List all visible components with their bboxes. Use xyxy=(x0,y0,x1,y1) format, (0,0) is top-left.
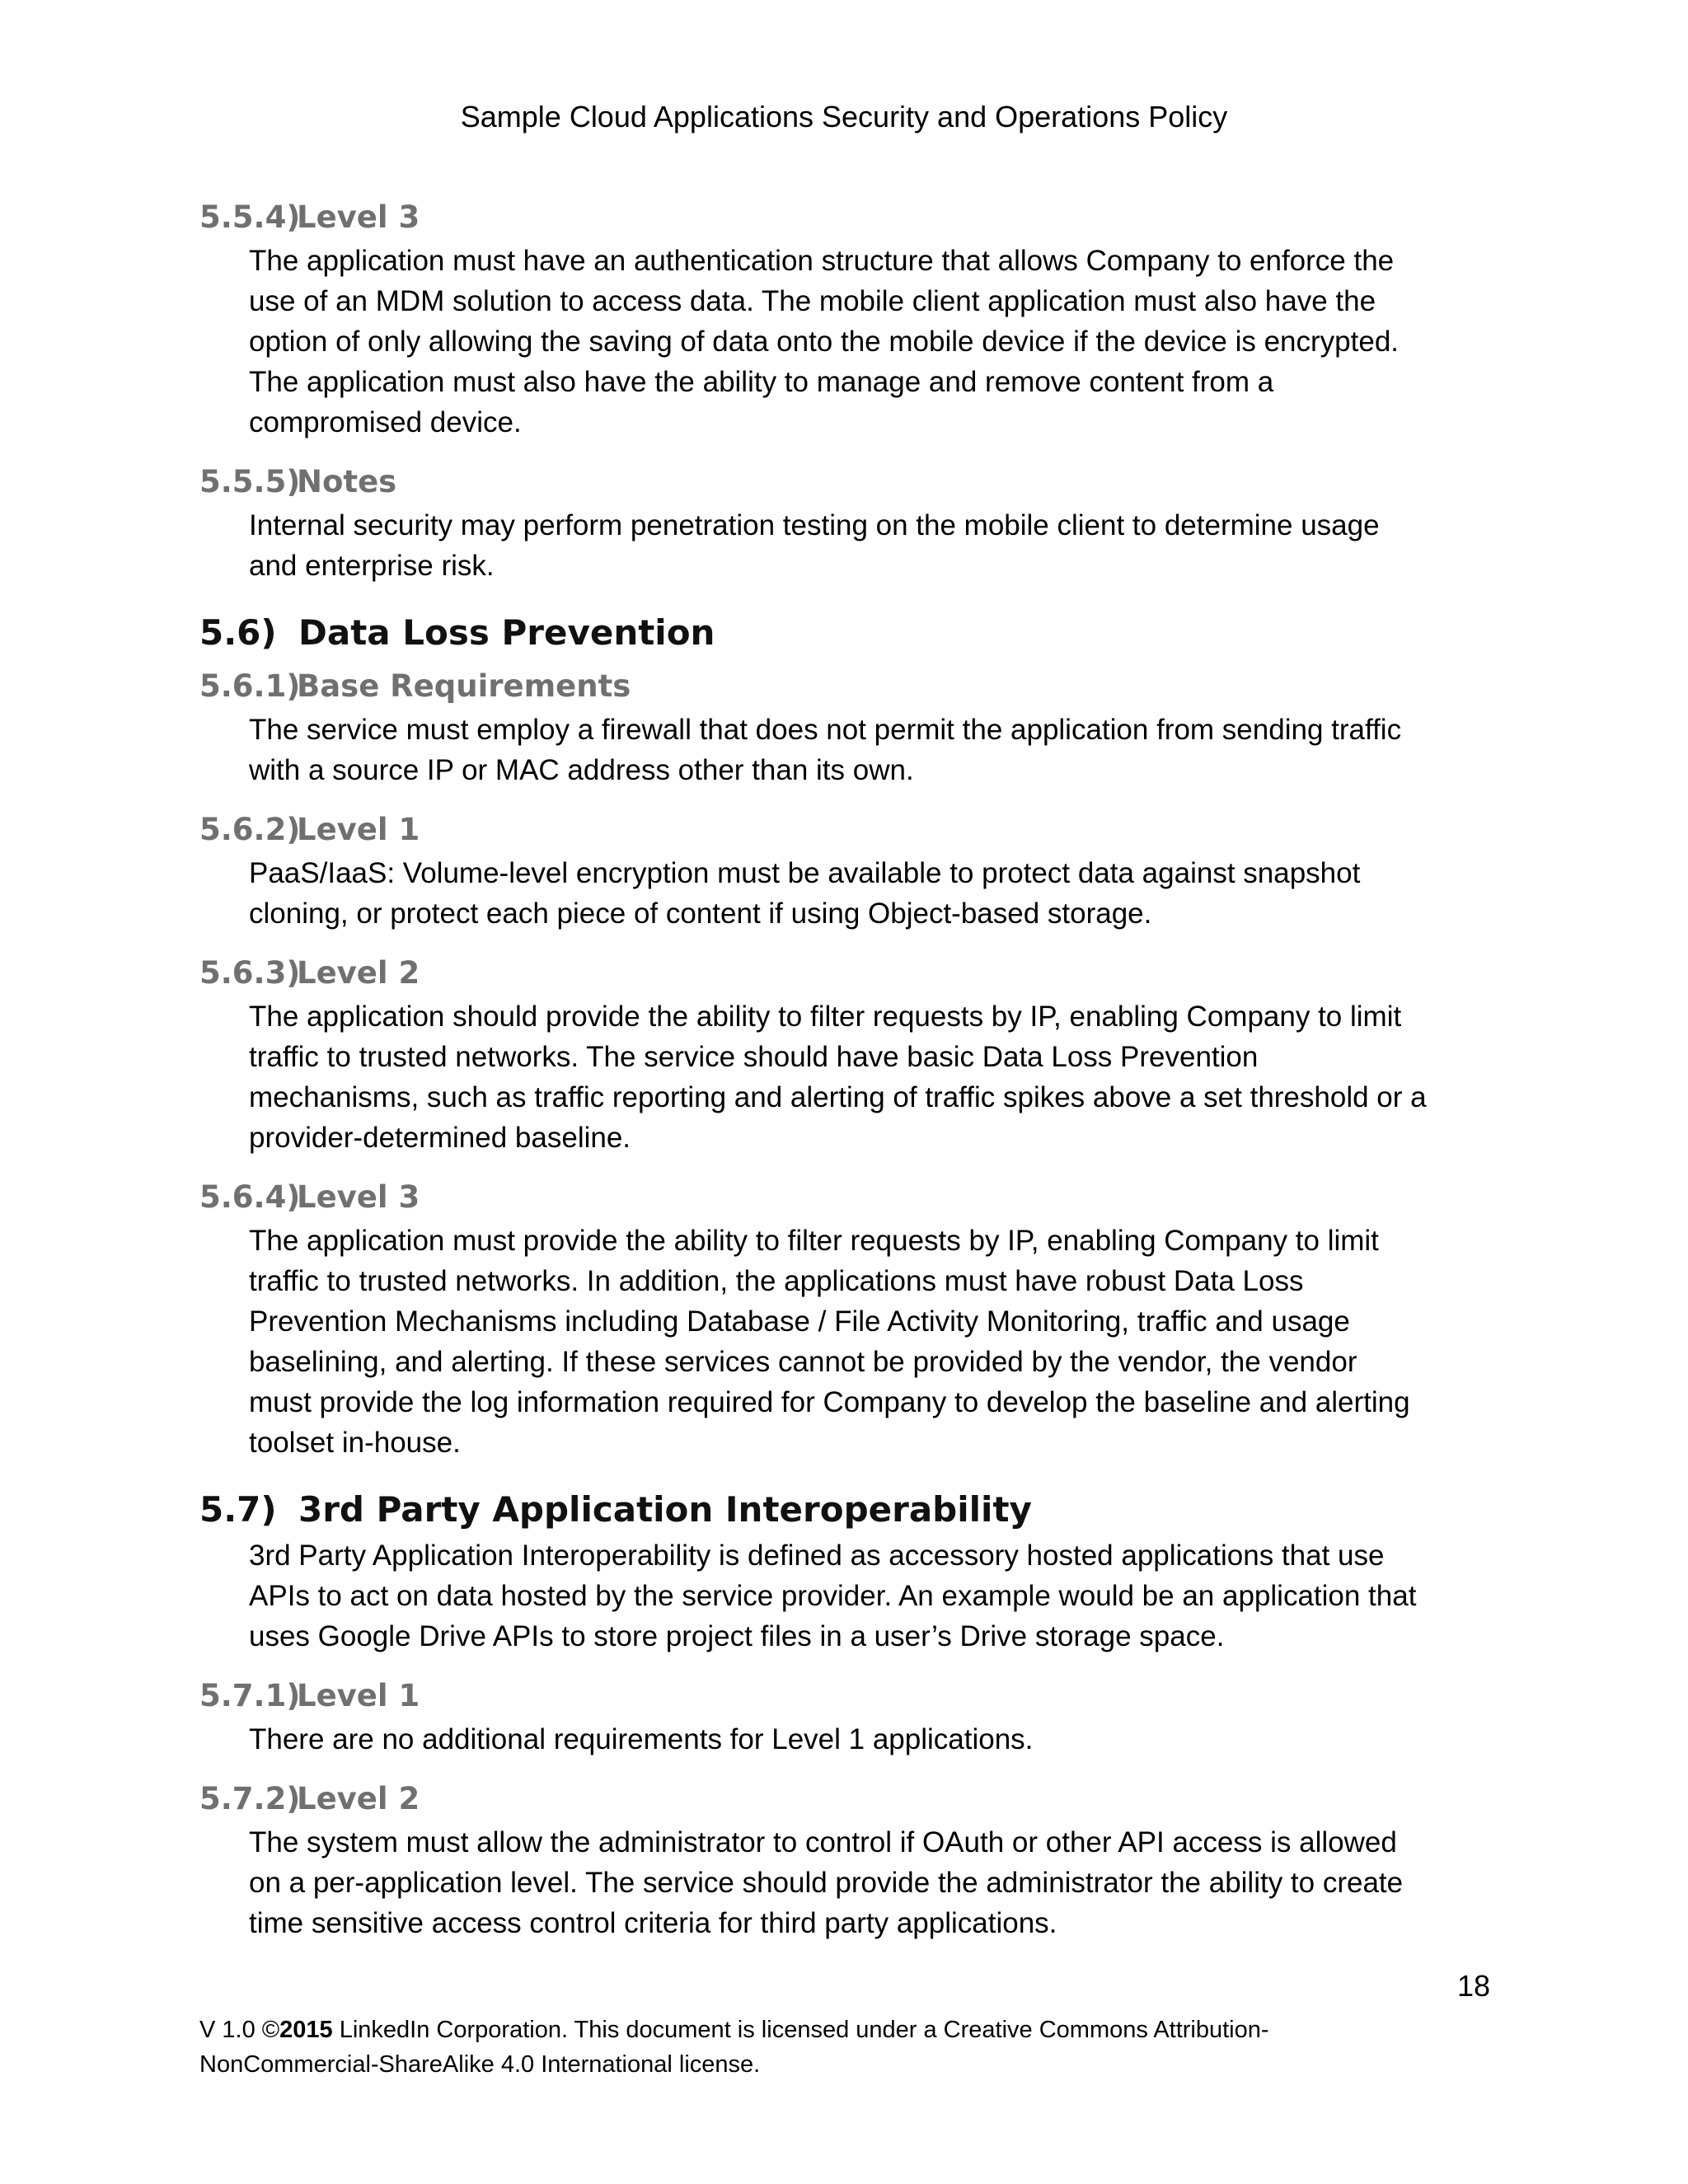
heading-number: 5.6.1) xyxy=(199,668,301,704)
paragraph: The service must employ a firewall that does not permit the application from sending traffic with a source IP or MAC address other than its own. xyxy=(249,714,1402,786)
section-5-6 xyxy=(199,607,1502,658)
section-5-7 xyxy=(199,1484,1502,1657)
heading-title: Level 3 xyxy=(297,1179,420,1215)
footer-year: 2015 xyxy=(279,2017,333,2043)
footer-line-2: NonCommercial-ShareAlike 4.0 International license. xyxy=(199,2051,761,2078)
subsection-heading xyxy=(199,194,1502,241)
heading-number: 5.6.3) xyxy=(199,955,301,991)
heading-number: 5.7.2) xyxy=(199,1781,301,1816)
section-5-6-1 xyxy=(199,663,1502,790)
section-5-7-2 xyxy=(199,1776,1502,1943)
document-body xyxy=(199,194,1502,1943)
subsection-heading xyxy=(199,950,1502,996)
heading-title: Notes xyxy=(297,464,397,499)
subsection-heading xyxy=(199,1673,1502,1719)
paragraph: The application must have an authentication structure that allows Company to enforce the use of an MDM solution to access data. The mobile client application must also have the option of only allowing the saving of data onto the mobile device if the device is encrypted. The application must also have the ability to manage and remove content from a compromised device. xyxy=(249,245,1400,438)
footer-line-1 xyxy=(199,2013,1518,2047)
heading-number: 5.6.2) xyxy=(199,812,301,847)
heading-number: 5.5.4) xyxy=(199,199,301,235)
section-5-6-4 xyxy=(199,1174,1502,1463)
paragraph: The system must allow the administrator to control if OAuth or other API access is allowed on a per-application level. The service should provide the administrator the ability to create time sensitive access control criteria for third party applications. xyxy=(249,1826,1404,1939)
heading-title: Level 2 xyxy=(297,955,420,991)
heading-title: 3rd Party Application Interoperability xyxy=(298,1489,1032,1530)
subsection-heading xyxy=(199,1174,1502,1221)
paragraph: There are no additional requirements for Level 1 applications. xyxy=(249,1723,1034,1755)
heading-number: 5.5.5) xyxy=(199,464,301,499)
page-header: Sample Cloud Applications Security and Operations Policy xyxy=(460,100,1228,134)
paragraph: PaaS/IaaS: Volume-level encryption must be available to protect data against snapshot cloning, or protect each piece of content if using Object-based storage. xyxy=(249,857,1361,930)
heading-number: 5.6) xyxy=(199,612,277,653)
copyright-icon: © xyxy=(261,2017,280,2043)
heading-title: Level 2 xyxy=(297,1781,420,1816)
subsection-heading xyxy=(199,1776,1502,1822)
heading-number: 5.7) xyxy=(199,1489,277,1530)
subsection-heading xyxy=(199,663,1502,710)
heading-title: Level 1 xyxy=(297,1678,420,1713)
section-5-7-1 xyxy=(199,1673,1502,1760)
heading-title: Data Loss Prevention xyxy=(298,612,715,653)
paragraph: 3rd Party Application Interoperability is defined as accessory hosted applications that use APIs to act on data hosted by the service provider. An example would be an application that uses Google Drive APIs to store project files in a user’s Drive storage space. xyxy=(249,1540,1417,1652)
section-5-5-4 xyxy=(199,194,1502,443)
heading-number: 5.7.1) xyxy=(199,1678,301,1713)
page-number: 18 xyxy=(1456,1969,1490,2003)
paragraph: The application must provide the ability to filter requests by IP, enabling Company to limit traffic to trusted networks. In addition, the applications must have robust Data Loss Prevention Mechanisms including Database / File Activity Monitoring, traffic and usage baselining, and alerting. If these services cannot be provided by the vendor, the vendor must provide the log information required for Company to develop the baseline and alerting toolset in-house. xyxy=(249,1225,1410,1459)
section-5-6-3 xyxy=(199,950,1502,1158)
heading-title: Level 1 xyxy=(297,812,420,847)
license-footer xyxy=(199,2013,1518,2082)
subsection-heading xyxy=(199,807,1502,853)
section-5-5-5 xyxy=(199,459,1502,586)
footer-version: V 1.0 xyxy=(199,2017,262,2043)
heading-title: Level 3 xyxy=(297,199,420,235)
paragraph: Internal security may perform penetration testing on the mobile client to determine usage and enterprise risk. xyxy=(249,509,1380,582)
section-5-6-2 xyxy=(199,807,1502,934)
paragraph: The application should provide the ability to filter requests by IP, enabling Company to limit traffic to trusted networks. The service should have basic Data Loss Prevention mechanisms, such as traffic reporting and alerting of traffic spikes above a set threshold or a provider-determined baseline. xyxy=(249,1001,1427,1154)
heading-number: 5.6.4) xyxy=(199,1179,301,1215)
section-heading xyxy=(199,1484,1502,1535)
subsection-heading xyxy=(199,459,1502,505)
section-heading xyxy=(199,607,1502,658)
heading-title: Base Requirements xyxy=(297,668,631,704)
footer-license-text: LinkedIn Corporation. This document is licensed under a Creative Commons Attribution- xyxy=(332,2017,1269,2043)
